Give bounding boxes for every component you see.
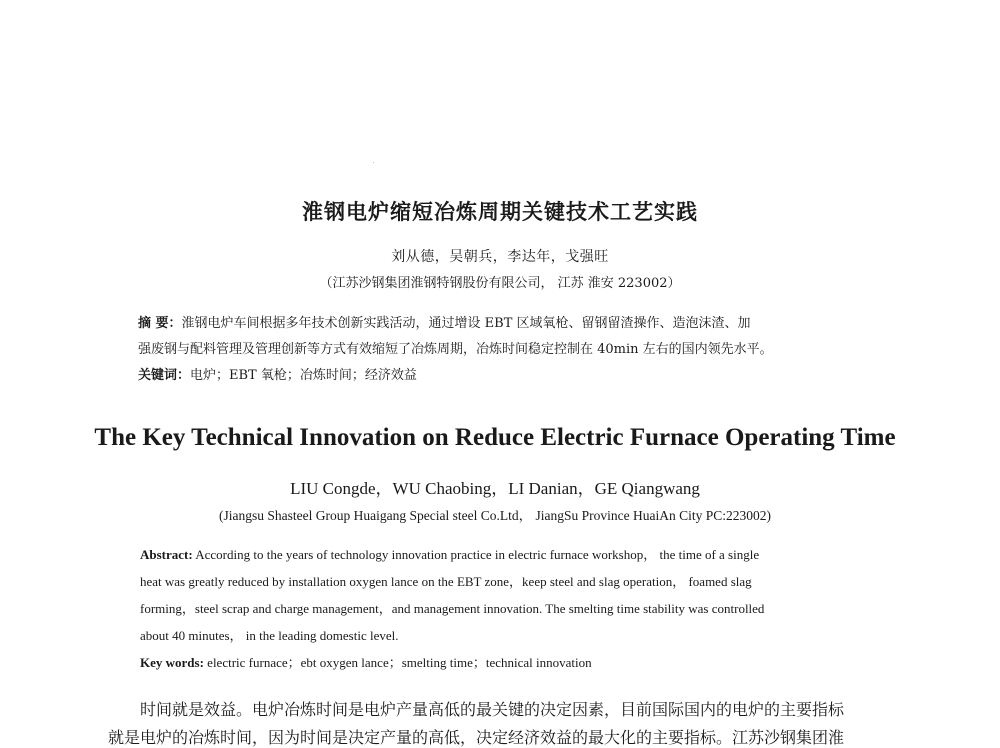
english-keywords-text: electric furnace；ebt oxygen lance；smelting time；technical innovation	[203, 655, 592, 670]
english-affiliation: (Jiangsu Shasteel Group Huaigang Special steel Co.Ltd， JiangSu Province HuaiAn City PC:223002)	[219, 508, 771, 523]
chinese-title: 淮钢电炉缩短冶炼周期关键技术工艺实践	[302, 200, 698, 224]
english-abstract-label: Abstract:	[140, 547, 193, 562]
english-keywords	[140, 652, 880, 671]
english-abstract-text-1: According to the years of technology innovation practice in electric furnace workshop， the time of a single	[192, 547, 760, 562]
chinese-abstract-text-1: 淮钢电炉车间根据多年技术创新实践活动，通过增设 EBT 区域氧枪、留钢留渣操作、造泡沫渣、加	[181, 316, 751, 331]
chinese-affiliation: （江苏沙钢集团淮钢特钢股份有限公司， 江苏 淮安 223002）	[319, 276, 681, 291]
english-keywords-label: Key words:	[140, 655, 204, 670]
chinese-keywords-label: 关键词：	[138, 368, 191, 383]
scan-speck	[373, 162, 374, 163]
chinese-abstract-line-2	[138, 337, 868, 363]
body-paragraph-line-2: 就是电炉的冶炼时间，因为时间是决定产量的高低，决定经济效益的最大化的主要指标。江苏沙钢集团淮	[108, 728, 845, 747]
chinese-abstract-label: 摘 要：	[138, 316, 182, 331]
english-abstract-line-2: heat was greatly reduced by installation oxygen lance on the EBT zone，keep steel and slag operation， foamed slag	[140, 574, 752, 589]
chinese-keywords-text: 电炉；EBT 氧枪；冶炼时间；经济效益	[190, 368, 417, 383]
chinese-authors: 刘从德，吴朝兵，李达年，戈强旺	[391, 249, 609, 265]
chinese-keywords	[138, 363, 868, 389]
body-paragraph-line-1: 时间就是效益。电炉冶炼时间是电炉产量高低的最关键的决定因素，目前国际国内的电炉的主要指标	[140, 700, 845, 719]
english-abstract-line-1	[140, 544, 880, 563]
chinese-abstract-line-1	[138, 311, 868, 337]
english-abstract-line-3: forming，steel scrap and charge management，and management innovation. The smelting time stability was controlled	[140, 601, 765, 616]
english-abstract-line-4: about 40 minutes， in the leading domestic level.	[140, 628, 399, 643]
english-authors: LIU Congde，WU Chaobing，LI Danian，GE Qiangwang	[290, 479, 700, 498]
english-title: The Key Technical Innovation on Reduce Electric Furnace Operating Time	[94, 424, 896, 451]
chinese-abstract-text-2: 强废钢与配料管理及管理创新等方式有效缩短了冶炼周期，冶炼时间稳定控制在 40min 左右的国内领先水平。	[138, 342, 773, 357]
